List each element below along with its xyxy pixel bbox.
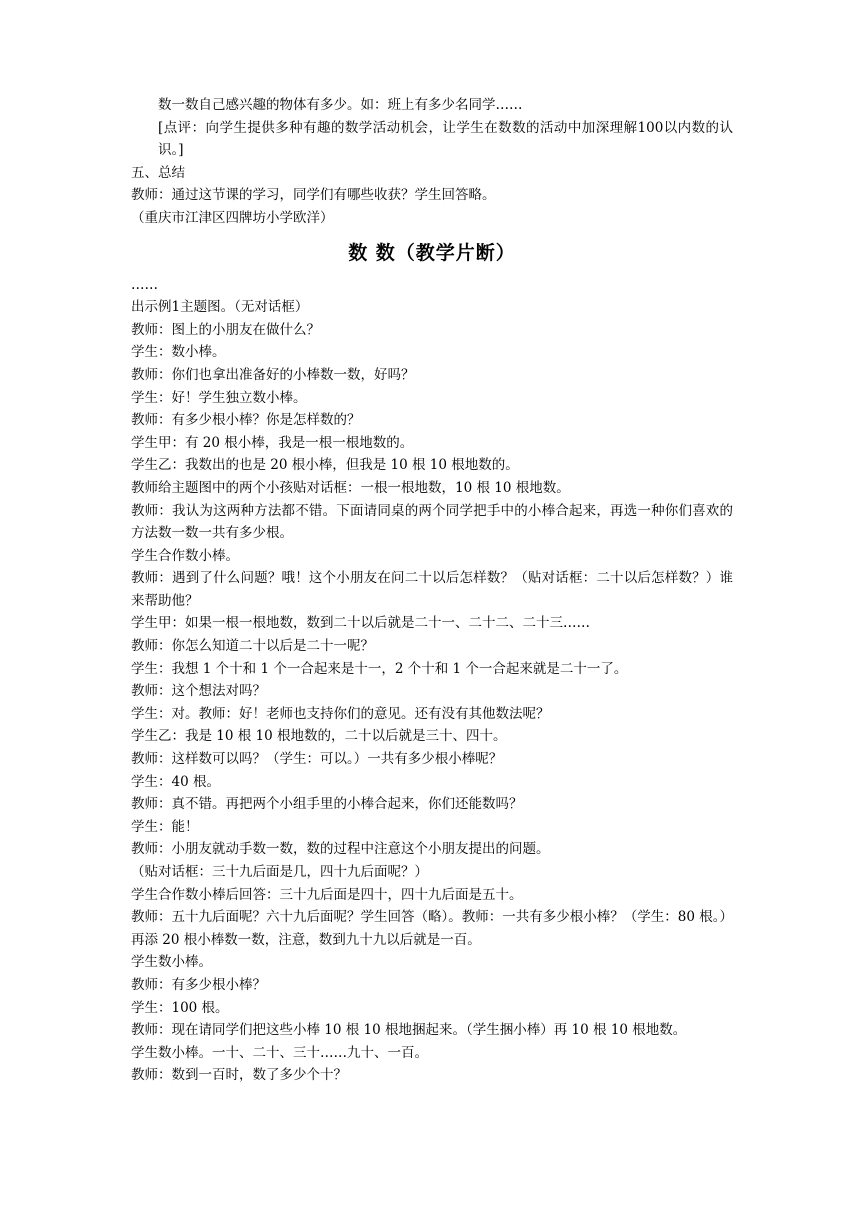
dialogue-line: 学生数小棒。一十、二十、三十……九十、一百。 <box>131 1044 428 1061</box>
dialogue-line: 学生甲：有 20 根小棒，我是一根一根地数的。 <box>131 434 414 451</box>
dialogue-line: 教师：小朋友就动手数一数，数的过程中注意这个小朋友提出的问题。 <box>131 841 550 858</box>
dialogue-line: 教师：你怎么知道二十以后是二十一呢？ <box>131 638 374 655</box>
dialogue-line: 教师：真不错。再把两个小组手里的小棒合起来，你们还能数吗？ <box>131 796 523 813</box>
dialogue-line: 学生：我想 1 个十和 1 个一合起来是十一，2 个十和 1 个一合起来就是二十一了。 <box>131 660 628 677</box>
document-page <box>131 94 733 1087</box>
activity-line: 数一数自己感兴趣的物体有多少。如：班上有多少名同学…… <box>158 97 523 113</box>
dialogue-line: 学生合作数小棒。 <box>131 547 239 564</box>
dialogue-line: 学生：100 根。 <box>131 999 229 1016</box>
dialogue-line: 学生：40 根。 <box>131 773 220 790</box>
dialogue-line: 教师：图上的小朋友在做什么？ <box>131 321 320 338</box>
summary-line: 教师：通过这节课的学习，同学们有哪些收获？学生回答略。 <box>131 187 496 204</box>
dialogue-line: 教师：这个想法对吗？ <box>131 683 266 700</box>
dialogue-line: 教师：现在请同学们把这些小棒 10 根 10 根地捆起来。（学生捆小棒）再 10 根 10 根地数。 <box>131 1022 687 1039</box>
dialogue-line: 教师：这样数可以吗？（学生：可以。）一共有多少根小棒呢？ <box>131 751 503 768</box>
dialogue-line: 教师：有多少根小棒？你是怎样数的？ <box>131 412 361 429</box>
dialogue-line: 教师给主题图中的两个小孩贴对话框：一根一根地数，10 根 10 根地数。 <box>131 479 570 496</box>
dialogue-line: 学生：数小棒。 <box>131 344 226 361</box>
dialogue-line: 教师：我认为这两种方法都不错。下面请同桌的两个同学把手中的小棒合起来，再选一种你们喜欢的方法数一数一共有多少根。 <box>131 502 733 542</box>
author-line: （重庆市江津区四牌坊小学欧洋） <box>131 209 334 226</box>
dialogue-line: 教师：五十九后面呢？六十九后面呢？学生回答（略）。教师：一共有多少根小棒？（学生：80 根。）再添 20 根小棒数一数，注意，数到九十九以后就是一百。 <box>131 909 733 948</box>
dialogue-line: …… <box>131 276 158 293</box>
dialogue-line: 教师：你们也拿出准备好的小棒数一数，好吗？ <box>131 366 415 383</box>
dialogue-line: 学生乙：我数出的也是 20 根小棒，但我是 10 根 10 根地数的。 <box>131 457 519 474</box>
dialogue-line: 学生合作数小棒后回答：三十九后面是四十，四十九后面是五十。 <box>131 886 523 903</box>
dialogue-line: 学生数小棒。 <box>131 954 212 971</box>
dialogue-line: 教师：数到一百时，数了多少个十？ <box>131 1067 347 1084</box>
dialogue-line: （贴对话框：三十九后面是几，四十九后面呢？） <box>131 864 428 880</box>
dialogue-line: 教师：有多少根小棒？ <box>131 976 266 993</box>
section-heading: 五、总结 <box>131 164 185 181</box>
dialogue-line: 出示例1主题图。（无对话框） <box>131 299 309 316</box>
dialogue-line: 学生：好！学生独立数小棒。 <box>131 389 307 406</box>
dialogue-body <box>131 274 733 1087</box>
dialogue-line: 学生：能！ <box>131 818 199 835</box>
dialogue-line: 学生甲：如果一根一根地数，数到二十以后就是二十一、二十二、二十三…… <box>131 615 590 632</box>
dialogue-line: 教师：遇到了什么问题？哦！这个小朋友在问二十以后怎样数？（贴对话框：二十以后怎样数？）谁来帮助他？ <box>131 570 733 609</box>
dialogue-line: 学生：对。教师：好！老师也支持你们的意见。还有没有其他数法呢？ <box>131 705 550 722</box>
section-title: 数 数（教学片断） <box>348 241 516 264</box>
dialogue-line: 学生乙：我是 10 根 10 根地数的，二十以后就是三十、四十。 <box>131 728 507 745</box>
comment-paragraph: [点评：向学生提供多种有趣的数学活动机会，让学生在数数的活动中加深理解100以内数的认识。] <box>158 119 733 159</box>
